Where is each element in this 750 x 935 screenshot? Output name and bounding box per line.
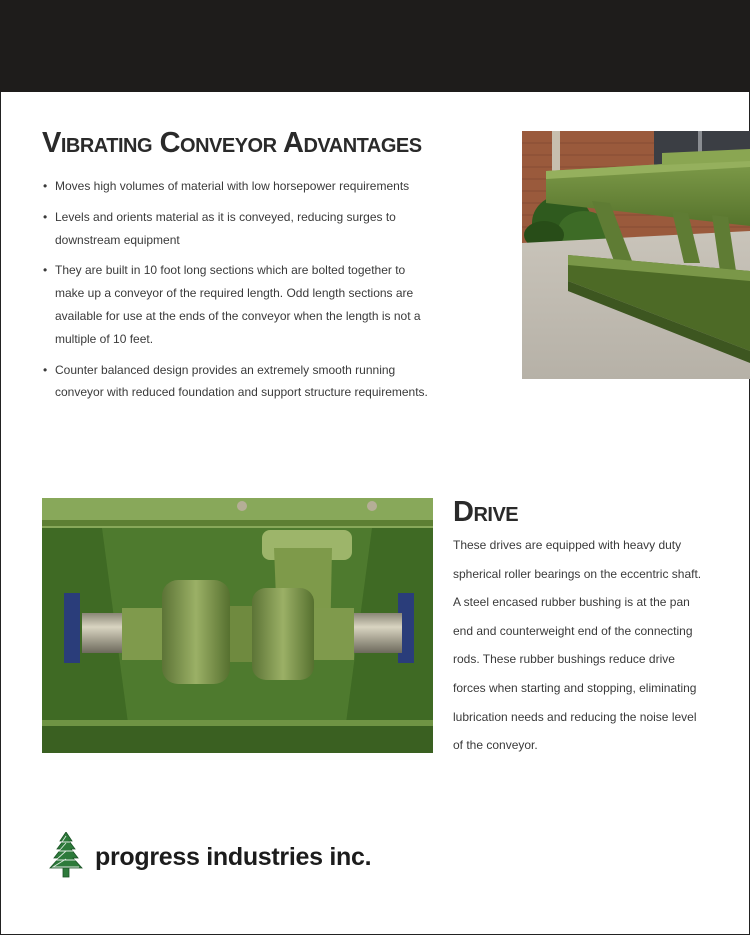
list-item-text: They are built in 10 foot long sections which are bolted together to make up a conveyor of the required length. Odd length sections are available for use at the ends of the conveyor when the length is not a multiple of 10 feet. — [55, 263, 421, 346]
bullet-icon: • — [43, 209, 48, 224]
advantages-heading: Vibrating Conveyor Advantages — [42, 127, 422, 159]
pine-tree-icon — [42, 832, 90, 880]
conveyor-photo — [522, 131, 750, 379]
drive-photo-image — [42, 498, 433, 753]
list-item — [42, 359, 442, 405]
bullet-icon: • — [43, 263, 48, 278]
drive-description: These drives are equipped with heavy duty spherical roller bearings on the eccentric shaft. A steel encased rubber bushing is at the pan end and counterweight end of the connecting rods. These rubber bushings reduce drive forces when starting and stopping, eliminating lubrication needs and reducing the noise level of the conveyor. — [453, 538, 702, 753]
bullet-icon: • — [43, 179, 48, 193]
list-item — [42, 206, 442, 252]
list-item-text: Counter balanced design provides an extremely smooth running conveyor with reduced foundation and support structure requirements. — [55, 362, 428, 400]
drive-heading: Drive — [453, 496, 519, 528]
list-item — [42, 175, 442, 198]
advantages-list — [42, 175, 442, 412]
conveyor-photo-image — [522, 131, 750, 379]
list-item-text: Moves high volumes of material with low horsepower requirements — [55, 179, 410, 193]
drive-photo — [42, 498, 433, 753]
logo — [42, 832, 90, 885]
brand-name: progress industries inc. — [95, 843, 372, 871]
list-item-text: Levels and orients material as it is conveyed, reducing surges to downstream equipment — [55, 209, 396, 247]
bullet-icon: • — [43, 362, 48, 377]
list-item — [42, 259, 442, 350]
header-bar — [0, 0, 750, 92]
